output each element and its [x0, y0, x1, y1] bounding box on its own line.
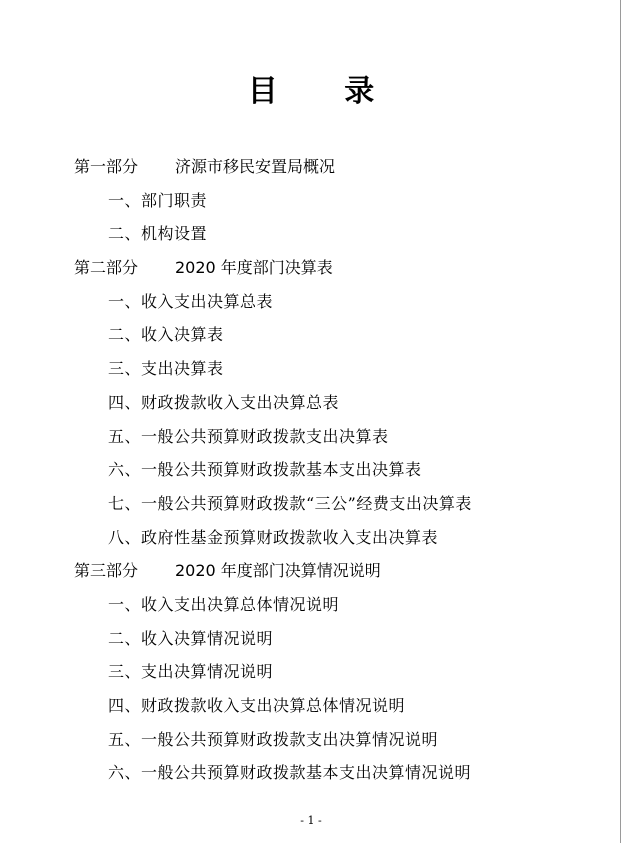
toc-part-3[interactable]: [0, 554, 622, 588]
toc-item[interactable]: 一、部门职责: [108, 190, 208, 210]
toc-part-label: 第一部分: [74, 157, 139, 176]
toc-item[interactable]: 三、支出决算情况说明: [108, 662, 274, 682]
toc-item[interactable]: 三、支出决算表: [108, 359, 224, 379]
toc-part-1[interactable]: [0, 150, 622, 184]
toc-part-heading: 济源市移民安置局概况: [175, 157, 336, 176]
page-number: - 1 -: [300, 814, 322, 827]
toc-item[interactable]: 二、收入决算情况说明: [108, 628, 274, 648]
toc-item[interactable]: 六、一般公共预算财政拨款基本支出决算情况说明: [108, 763, 472, 783]
toc-item[interactable]: 四、财政拨款收入支出决算总表: [108, 392, 340, 412]
toc-item[interactable]: 七、一般公共预算财政拨款“三公”经费支出决算表: [108, 493, 472, 513]
toc-item[interactable]: 五、一般公共预算财政拨款支出决算表: [108, 426, 389, 446]
toc-item[interactable]: 一、收入支出决算总体情况说明: [108, 594, 340, 614]
toc-part-label: 第二部分: [74, 258, 139, 278]
toc-item[interactable]: 五、一般公共预算财政拨款支出决算情况说明: [108, 729, 439, 749]
toc-item[interactable]: 二、收入决算表: [108, 325, 224, 345]
toc-item[interactable]: 二、机构设置: [108, 224, 208, 244]
page-title: 目 录: [247, 74, 403, 109]
toc-item[interactable]: 一、收入支出决算总表: [108, 291, 274, 311]
toc-part-heading: 2020 年度部门决算情况说明: [175, 561, 381, 581]
toc-part-label: 第三部分: [74, 561, 139, 581]
toc-item[interactable]: 四、财政拨款收入支出决算总体情况说明: [108, 696, 406, 715]
toc-item[interactable]: 八、政府性基金预算财政拨款收入支出决算表: [108, 527, 439, 547]
toc-item[interactable]: 六、一般公共预算财政拨款基本支出决算表: [108, 460, 422, 480]
toc-part-2[interactable]: [0, 251, 622, 285]
toc-part-heading: 2020 年度部门决算表: [175, 258, 333, 278]
table-of-contents: [0, 150, 622, 790]
